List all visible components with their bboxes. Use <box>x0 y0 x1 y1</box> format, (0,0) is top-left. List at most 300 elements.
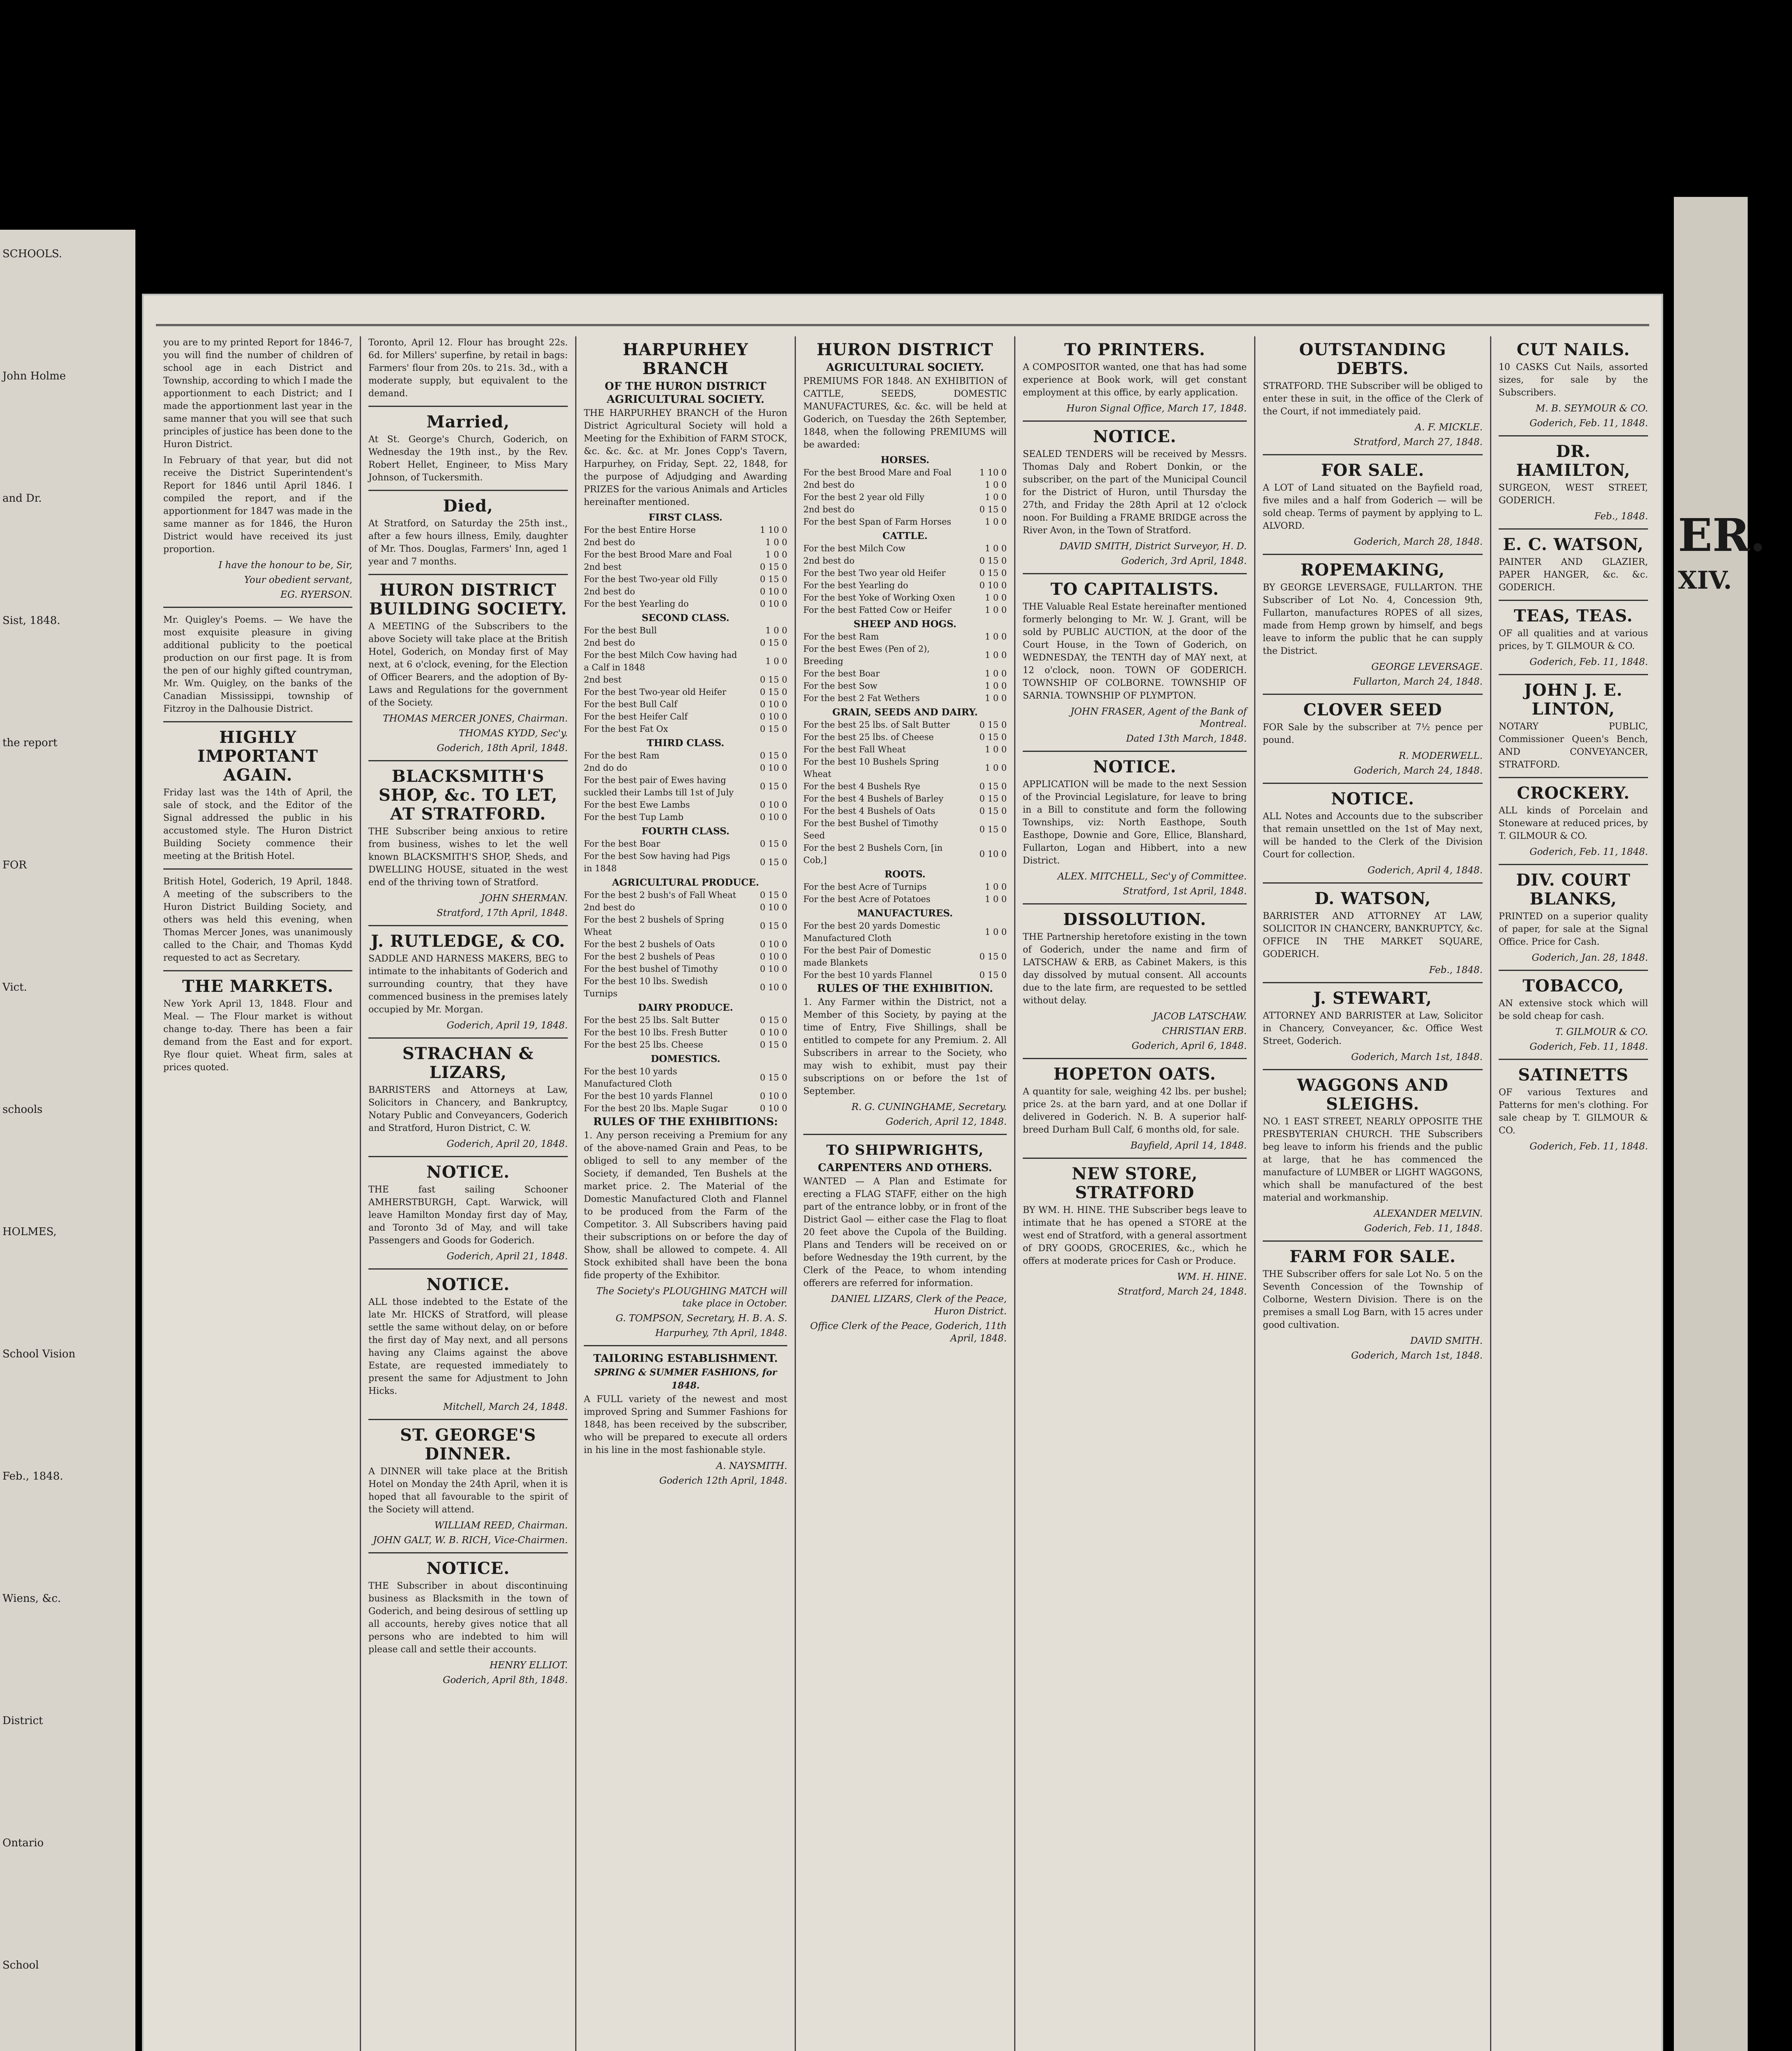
divider <box>1023 420 1247 422</box>
prize-row <box>584 762 787 774</box>
prize-item: 2nd best do <box>803 480 855 490</box>
notice-title: CUT NAILS. <box>1516 340 1630 359</box>
fragment-line: Sist, 1848. <box>2 614 60 627</box>
divider <box>368 490 568 491</box>
prize-amount: 1 0 0 <box>765 626 787 635</box>
notice-block <box>1499 681 1648 771</box>
notice-text: ALL kinds of Porcelain and Stoneware at reduced prices, by T. GILMOUR & CO. <box>1499 806 1648 841</box>
notice-signature: Goderich, Feb. 11, 1848. <box>1529 418 1648 429</box>
prize-row <box>803 503 1007 516</box>
notice-signature: Goderich, March 24, 1848. <box>1353 765 1483 776</box>
fragment-heading: ER. <box>1678 509 1766 562</box>
prize-table <box>584 624 787 735</box>
prize-row <box>803 969 1007 981</box>
divider <box>1499 777 1648 778</box>
notice-title: TO PRINTERS. <box>1064 340 1205 359</box>
notice-title: BLACKSMITH'S SHOP, &c. TO LET, AT STRATFORD. <box>378 767 558 824</box>
notice-text: NOTARY PUBLIC, Commissioner Queen's Bench, AND CONVEYANCER, STRATFORD. <box>1499 722 1648 770</box>
prize-row <box>584 1014 787 1026</box>
prize-row <box>803 667 1007 680</box>
prize-table <box>584 1014 787 1051</box>
notice-text: OF various Textures and Patterns for men's clothing. For sale cheap by T. GILMOUR & CO. <box>1499 1087 1648 1136</box>
prize-item: 2nd best do <box>803 505 855 514</box>
prize-amount: 0 15 0 <box>979 505 1007 514</box>
divider <box>163 721 352 722</box>
prize-item: For the best 2 year old Filly <box>803 492 925 502</box>
prize-amount: 0 15 0 <box>760 857 787 867</box>
prize-row <box>803 479 1007 491</box>
prize-item: For the best 10 lbs. Fresh Butter <box>584 1028 727 1037</box>
prize-row <box>584 698 787 710</box>
notice-text: PRINTED on a superior quality of paper, for sale at the Signal Office. Price for Cash. <box>1499 911 1648 947</box>
notice-title: J. STEWART, <box>1313 989 1432 1008</box>
prize-item: For the best Ewe Lambs <box>584 800 690 810</box>
prize-item: For the best Sow <box>803 681 878 691</box>
notice-title: E. C. WATSON, <box>1503 535 1644 554</box>
prize-item: 2nd best <box>584 562 622 572</box>
prize-item: 2nd best do <box>584 537 635 547</box>
prize-amount: 0 15 0 <box>760 890 787 900</box>
notice-text: BY WM. H. HINE. THE Subscriber begs leave to intimate that he has opened a STORE at the west end of Stratford, with a general assortment of DRY GOODS, GROCERIES, &c., which he offers at moderate prices for Cash or Produce. <box>1023 1205 1247 1266</box>
notice-block <box>1263 340 1483 448</box>
prize-row <box>803 793 1007 805</box>
prize-class-title: FOURTH CLASS. <box>641 826 730 837</box>
notice-text: A LOT of Land situated on the Bayfield road, five miles and a half from Goderich — will be sold cheap. Terms of payment by applying to L. ALVORD. <box>1263 483 1483 531</box>
notice-signature: Stratford, March 27, 1848. <box>1353 437 1483 448</box>
prize-row <box>803 780 1007 793</box>
harpurhey-rules-title: RULES OF THE EXHIBITIONS: <box>593 1116 778 1128</box>
notice-block <box>368 1275 568 1413</box>
notice-text: A COMPOSITOR wanted, one that has had some experience at Book work, will get constant employment at this office, by early application. <box>1023 362 1247 398</box>
prize-row <box>803 881 1007 893</box>
prize-row <box>584 838 787 850</box>
prize-item: For the best 25 lbs. of Cheese <box>803 732 934 742</box>
prize-item: For the best Pair of Domestic made Blankets <box>803 946 931 968</box>
notice-text: THE Subscriber in about discontinuing business as Blacksmith in the town of Goderich, and being desirous of settling up all accounts, hereby gives notice that all persons who are indebted to him will please call and settle their accounts. <box>368 1581 568 1655</box>
notice-signature: WM. H. HINE. <box>1177 1272 1247 1282</box>
prize-amount: 1 0 0 <box>985 693 1007 703</box>
prize-amount: 1 0 0 <box>985 894 1007 904</box>
prize-item: 2nd do do <box>584 763 627 773</box>
prize-class-title: AGRICULTURAL PRODUCE. <box>612 877 759 888</box>
signature-line: DANIEL LIZARS, Clerk of the Peace, Huron District. <box>831 1294 1007 1317</box>
prize-item: For the best Boar <box>584 839 661 849</box>
prize-table <box>803 920 1007 981</box>
notice-signature: Goderich, Feb. 11, 1848. <box>1529 847 1648 857</box>
notice-title: CROCKERY. <box>1517 783 1630 803</box>
prize-row <box>584 1090 787 1102</box>
prize-row <box>803 842 1007 866</box>
shipwrights-subtitle: CARPENTERS AND OTHERS. <box>818 1162 992 1174</box>
notice-block <box>1263 701 1483 777</box>
notice-block <box>1263 989 1483 1063</box>
huron-signature <box>803 1101 1007 1128</box>
notice-text: Toronto, April 12. Flour has brought 22s. 6d. for Millers' superfine, by retail in bags: Farmers' flour from 20s. to 21s. 3d., with a moderate supply, but equivalent to the demand. <box>368 338 568 399</box>
fragment-line: Vict. <box>2 981 27 994</box>
prize-amount: 1 10 0 <box>979 468 1007 477</box>
prize-row <box>584 950 787 963</box>
notice-signature: JOHN GALT, W. B. RICH, Vice-Chairmen. <box>373 1535 568 1546</box>
signature-line: Harpurhey, 7th April, 1848. <box>655 1328 787 1338</box>
prize-row <box>803 516 1007 528</box>
notice-signature: Goderich, Jan. 28, 1848. <box>1531 952 1648 963</box>
notice-block <box>1023 340 1247 415</box>
notice-signature: Mitchell, March 24, 1848. <box>443 1402 568 1412</box>
notice-block <box>1499 340 1648 429</box>
prize-item: For the best Ram <box>803 632 879 642</box>
notice-block <box>1263 561 1483 688</box>
prize-item: For the best 10 yards Flannel <box>584 1091 713 1101</box>
divider <box>1023 751 1247 752</box>
tailoring-title: TAILORING ESTABLISHMENT. <box>593 1352 778 1365</box>
prize-row <box>803 542 1007 555</box>
prize-item: 2nd best do <box>584 902 635 912</box>
prize-item: For the best 20 yards Domestic Manufactured Cloth <box>803 921 940 943</box>
adjacent-page-left <box>0 230 135 2051</box>
prize-table <box>803 630 1007 704</box>
prize-item: For the best 4 Bushels of Barley <box>803 794 944 804</box>
notice-title: NOTICE. <box>426 1559 510 1578</box>
prize-item: For the best Ram <box>584 751 660 761</box>
prize-row <box>584 637 787 649</box>
prize-table <box>803 542 1007 616</box>
notice-title: TO CAPITALISTS. <box>1050 580 1219 599</box>
prize-row <box>803 756 1007 780</box>
divider <box>368 574 568 575</box>
top-rule <box>156 324 1649 326</box>
prize-item: For the best Fat Ox <box>584 724 668 734</box>
prize-row <box>584 723 787 735</box>
notice-text: BARRISTERS and Attorneys at Law, Solicitors in Chancery, and Bankruptcy, Notary Public and Conveyancers, Goderich and Stratford, Huron District, C. W. <box>368 1085 568 1133</box>
prize-row <box>803 719 1007 731</box>
divider <box>368 1552 568 1553</box>
prize-table <box>584 1065 787 1115</box>
notice-text: Friday last was the 14th of April, the sale of stock, and the Editor of the Signal addressed the public in his accustomed style. The Huron District Building Society commence their meeting at the British Hotel. <box>163 788 352 861</box>
notice-block <box>1263 461 1483 548</box>
prize-item: For the best 2 Fat Wethers <box>803 693 920 703</box>
prize-row <box>584 524 787 536</box>
signature-line: The Society's PLOUGHING MATCH will take place in October. <box>596 1286 787 1309</box>
fragment-line: SCHOOLS. <box>2 248 62 260</box>
prize-row <box>584 573 787 585</box>
notice-title: NEW STORE, STRATFORD <box>1072 1164 1198 1202</box>
prize-item: For the best bushel of Timothy <box>584 964 718 974</box>
prize-item: For the best 10 Bushels Spring Wheat <box>803 757 939 779</box>
prize-amount: 0 15 0 <box>979 732 1007 742</box>
prize-row <box>584 811 787 823</box>
prize-item: For the best 2 bushels of Spring Wheat <box>584 915 725 937</box>
column-5 <box>1015 336 1255 2051</box>
notice-block <box>1263 790 1483 877</box>
prize-item: 2nd best do <box>803 556 855 566</box>
notice-text: Mr. Quigley's Poems. — We have the most exquisite pleasure in giving additional publicity to the poetical production on our first page. It is from the pen of our highly gifted countryman, Mr. Wm. Quigley, on the banks of the Canadian Mississippi, township of Fitzroy in the Dalhousie District. <box>163 615 352 714</box>
prize-class-title: THIRD CLASS. <box>647 738 725 749</box>
divider <box>368 1419 568 1420</box>
notice-text: APPLICATION will be made to the next Session of the Provincial Legislature, for leave to bring in a Bill to constitute and form the following Townships, viz: North Easthope, South Easthope, Downie and Gore, Ellice, Blanshard, Fullarton, Logan and Hibbert, into a new District. <box>1023 779 1247 866</box>
divider <box>803 1134 1007 1135</box>
prize-table <box>803 466 1007 528</box>
prize-item: For the best Two year old Heifer <box>803 568 946 578</box>
notice-text: NO. 1 EAST STREET, NEARLY OPPOSITE THE PRESBYTERIAN CHURCH. THE Subscribers beg leave to inform his friends and the public at large, that he has commenced the manufacture of LUMBER or LIGHT WAGGONS, which shall be manufactured of the best material and workmanship. <box>1263 1117 1483 1203</box>
prize-row <box>584 649 787 674</box>
notice-block <box>368 767 568 919</box>
prize-amount: 1 0 0 <box>985 517 1007 527</box>
prize-amount: 0 15 0 <box>979 556 1007 566</box>
huron-rules-title: RULES OF THE EXHIBITION. <box>817 982 993 995</box>
divider <box>368 1156 568 1157</box>
prize-item: For the best 2 bush's of Fall Wheat <box>584 890 736 900</box>
prize-amount: 0 10 0 <box>760 587 787 596</box>
prize-row <box>584 850 787 875</box>
prize-class-title: DAIRY PRODUCE. <box>638 1002 733 1013</box>
notice-block <box>163 977 352 1074</box>
notice-title: JOHN J. E. LINTON, <box>1524 681 1623 719</box>
prize-class-title: CATTLE. <box>882 530 928 541</box>
notice-title: HURON DISTRICT BUILDING SOCIETY. <box>369 580 567 619</box>
prize-amount: 0 15 0 <box>979 720 1007 730</box>
prize-table <box>584 524 787 610</box>
prize-row <box>584 598 787 610</box>
fragment-line: and Dr. <box>2 492 42 505</box>
column-4 <box>796 336 1015 2051</box>
notice-signature: Fullarton, March 24, 1848. <box>1353 676 1483 687</box>
notice-signature: HENRY ELLIOT. <box>489 1660 568 1671</box>
prize-row <box>584 749 787 762</box>
prize-table <box>803 881 1007 905</box>
notice-text: SEALED TENDERS will be received by Messrs. Thomas Daly and Robert Donkin, or the subscriber, on the part of the Municipal Council for the District of Huron, until Thursday the 27th, and Friday the 28th April at 12 o'clock noon. For Building a FRAME BRIDGE across the River Avon, in the Town of Stratford. <box>1023 449 1247 536</box>
prize-amount: 1 0 0 <box>765 656 787 666</box>
notice-text: THE Subscriber being anxious to retire from business, wishes to let the well known BLACKSMITH'S SHOP, Sheds, and DWELLING HOUSE, situated in the west end of the thriving town of Stratford. <box>368 827 568 888</box>
prize-class-title: SECOND CLASS. <box>642 612 729 624</box>
divider <box>1263 1240 1483 1242</box>
prize-row <box>584 963 787 975</box>
notice-block <box>163 728 352 863</box>
divider <box>368 1037 568 1039</box>
prize-row <box>803 555 1007 567</box>
notice-signature: Goderich, Feb. 11, 1848. <box>1364 1223 1483 1234</box>
notice-block <box>163 336 352 601</box>
notice-title: SATINETTS <box>1518 1065 1629 1085</box>
notice-block <box>1023 1065 1247 1152</box>
signature-line: Goderich, April 12, 1848. <box>885 1117 1007 1127</box>
fragment-line: Wiens, &c. <box>2 1592 61 1605</box>
prize-item: For the best Milch Cow <box>803 544 906 553</box>
notice-block <box>1263 1076 1483 1235</box>
prize-amount: 0 15 0 <box>760 724 787 734</box>
prize-class-title: GRAIN, SEEDS AND DAIRY. <box>832 707 978 718</box>
notice-signature: Dated 13th March, 1848. <box>1126 733 1247 744</box>
divider <box>163 868 352 870</box>
notice-block <box>368 1559 568 1686</box>
prize-item: For the best 2 bushels of Peas <box>584 952 715 962</box>
prize-amount: 0 10 0 <box>760 699 787 709</box>
divider <box>1023 573 1247 574</box>
prize-amount: 1 0 0 <box>985 544 1007 553</box>
harpurhey-rules: 1. Any person receiving a Premium for any of the above-named Grain and Peas, to be obliged to sell to any member of the Society, if demanded, Ten Bushels at the market price. 2. The Material of the Domestic Manufactured Cloth and Flannel to be produced from the Farm of the Competitor. 3. All Subscribers having paid their subscriptions on or before the day of Show, shall be allowed to compete. 4. All Stock exhibited shall have been the bona fide property of the Exhibitor. <box>584 1131 787 1281</box>
prize-row <box>803 491 1007 503</box>
prize-item: For the best Acre of Potatoes <box>803 894 930 904</box>
divider <box>1499 970 1648 971</box>
prize-amount: 0 15 0 <box>979 781 1007 791</box>
prize-row <box>584 799 787 811</box>
huron-society-subtitle: AGRICULTURAL SOCIETY. <box>826 361 984 374</box>
notice-signature: Goderich, April 21, 1848. <box>446 1251 568 1262</box>
prize-amount: 0 15 0 <box>760 751 787 761</box>
notice-title: DR. HAMILTON, <box>1516 442 1631 480</box>
notice-title: DISSOLUTION. <box>1063 910 1207 929</box>
prize-item: For the best Two-year old Filly <box>584 574 718 584</box>
prize-item: For the best Fall Wheat <box>803 745 906 754</box>
notice-signature: R. MODERWELL. <box>1399 751 1483 761</box>
notice-signature: EG. RYERSON. <box>280 589 352 600</box>
notice-signature: ALEXANDER MELVIN. <box>1374 1208 1483 1219</box>
prize-class-title: HORSES. <box>880 455 930 466</box>
notice-signature: ALEX. MITCHELL, Sec'y of Committee. <box>1057 871 1247 882</box>
prize-item: For the best Tup Lamb <box>584 812 684 822</box>
notice-title: OUTSTANDING DEBTS. <box>1299 340 1447 378</box>
notice-block <box>368 932 568 1032</box>
divider <box>368 925 568 926</box>
notice-block <box>1499 871 1648 964</box>
prize-row <box>584 710 787 723</box>
prize-amount: 0 10 0 <box>760 599 787 609</box>
huron-society-intro: PREMIUMS FOR 1848. AN EXHIBITION of CATTLE, SEEDS, DOMESTIC MANUFACTURES, &c. &c. will be held at Goderich, on Tuesday the 26th September, 1848, when the following PREMIUMS will be awarded: <box>803 376 1007 450</box>
prize-item: For the best 10 yards Manufactured Cloth <box>584 1067 677 1089</box>
notice-signature: Goderich, Feb. 11, 1848. <box>1529 657 1648 667</box>
prize-row <box>803 893 1007 905</box>
prize-amount: 0 10 0 <box>760 902 787 912</box>
notice-text: SADDLE AND HARNESS MAKERS, BEG to intimate to the inhabitants of Goderich and surrounding country, that they have commenced business in the premises lately occupied by Mr. Morgan. <box>368 954 568 1015</box>
notice-title: HOPETON OATS. <box>1053 1064 1216 1084</box>
column-7 <box>1491 336 1655 2051</box>
prize-amount: 0 10 0 <box>760 1028 787 1037</box>
shipwrights-signature <box>803 1293 1007 1345</box>
prize-item: For the best Yearling do <box>584 599 689 609</box>
fragment-line: FOR <box>2 859 27 871</box>
harpurhey-intro: THE HARPURHEY BRANCH of the Huron District Agricultural Society will hold a Meeting for the Exhibition of FARM STOCK, &c. &c. &c. at Mr. Jones Copp's Tavern, Harpurhey, on Friday, Sept. 22, 1848, for the purpose of Adjudging and Awarding PRIZES for the various Animals and Articles hereinafter mentioned. <box>584 408 787 507</box>
prize-item: For the best Brood Mare and Foal <box>803 468 952 477</box>
fragment-line: School <box>2 1959 39 1971</box>
prize-amount: 0 15 0 <box>760 839 787 849</box>
notice-title: NOTICE. <box>426 1275 510 1294</box>
notice-title: WAGGONS AND SLEIGHS. <box>1297 1076 1449 1114</box>
divider <box>1023 903 1247 904</box>
notice-signature: Goderich, 18th April, 1848. <box>437 743 568 754</box>
notice-title: ST. GEORGE'S DINNER. <box>400 1425 536 1464</box>
prize-amount: 0 10 0 <box>760 800 787 810</box>
notice-block <box>1499 784 1648 858</box>
column-1 <box>156 336 361 2051</box>
notice-title: NOTICE. <box>1093 427 1177 446</box>
prize-row <box>584 674 787 686</box>
prize-item: For the best 4 Bushels of Oats <box>803 806 935 816</box>
prize-amount: 0 10 0 <box>760 763 787 773</box>
notice-signature: Huron Signal Office, March 17, 1848. <box>1066 403 1247 414</box>
notice-signature: Goderich, Feb. 11, 1848. <box>1529 1041 1648 1052</box>
prize-item: For the best Yoke of Working Oxen <box>803 593 955 603</box>
prize-item: For the best 25 lbs. Salt Butter <box>584 1015 720 1025</box>
prize-item: For the best 20 lbs. Maple Sugar <box>584 1103 728 1113</box>
prize-amount: 0 10 0 <box>979 849 1007 859</box>
notice-text: ALL those indebted to the Estate of the late Mr. HICKS of Stratford, will please settle the same without delay, on or before the first day of May next, and all persons having any Claims against the above Estate, are requested immediately to present the same for Adjustment to John Hicks. <box>368 1297 568 1396</box>
prize-row <box>584 1102 787 1115</box>
prize-amount: 0 15 0 <box>760 921 787 931</box>
prize-row <box>584 561 787 573</box>
harpurhey-subtitle: OF THE HURON DISTRICT AGRICULTURAL SOCIETY. <box>605 380 766 406</box>
prize-amount: 0 15 0 <box>760 574 787 584</box>
notice-text: 10 CASKS Cut Nails, assorted sizes, for sale by the Subscribers. <box>1499 362 1648 398</box>
prize-row <box>803 567 1007 579</box>
divider <box>1263 1069 1483 1070</box>
notice-block <box>368 413 568 484</box>
prize-item: 2nd best <box>584 675 622 685</box>
divider <box>1499 674 1648 675</box>
prize-row <box>584 1039 787 1051</box>
notice-signature: Goderich, April 8th, 1848. <box>443 1675 568 1686</box>
prize-row <box>584 901 787 914</box>
prize-amount: 1 0 0 <box>985 605 1007 615</box>
notice-title: J. RUTLEDGE, & CO. <box>371 932 565 951</box>
prize-amount: 0 10 0 <box>979 580 1007 590</box>
column-6 <box>1255 336 1491 2051</box>
divider <box>1263 554 1483 555</box>
notice-text: THE Subscriber offers for sale Lot No. 5 on the Seventh Concession of the Township of Colborne, Western Division. There is on the premises a small Log Barn, with 15 acres under good cultivation. <box>1263 1269 1483 1330</box>
prize-amount: 0 10 0 <box>760 812 787 822</box>
notice-text: At St. George's Church, Goderich, on Wednesday the 19th inst., by the Rev. Robert Hellet, Engineer, to Miss Mary Johnson, of Tuckersmith. <box>368 434 568 483</box>
prize-amount: 0 15 0 <box>760 675 787 685</box>
prize-item: For the best Bushel of Timothy Seed <box>803 818 938 840</box>
prize-row <box>584 1026 787 1039</box>
notice-signature: Goderich, March 1st, 1848. <box>1351 1350 1483 1361</box>
prize-item: For the best Milch Cow having had a Calf in 1848 <box>584 650 737 672</box>
prize-amount: 1 0 0 <box>985 763 1007 773</box>
prize-item: For the best Acre of Turnips <box>803 882 927 892</box>
prize-row <box>803 944 1007 969</box>
notice-block <box>163 875 352 964</box>
notice-block <box>368 336 568 400</box>
notice-block <box>1023 758 1247 898</box>
prize-item: For the best pair of Ewes having suckled their Lambs till 1st of July <box>584 775 734 797</box>
notice-block <box>163 614 352 715</box>
prize-item: For the best 25 lbs. Cheese <box>584 1040 703 1050</box>
notice-block <box>1263 889 1483 976</box>
notice-title: D. WATSON, <box>1314 889 1431 908</box>
notice-signature: A. F. MICKLE. <box>1415 422 1483 433</box>
notice-text: A quantity for sale, weighing 42 lbs. per bushel; price 2s. at the barn yard, and at one Dollar if delivered in Goderich. N. B. A superior half-breed Durham Bull Calf, 6 months old, for sale. <box>1023 1087 1247 1135</box>
divider <box>163 970 352 971</box>
prize-item: For the best Yearling do <box>803 580 908 590</box>
notice-block <box>1023 910 1247 1052</box>
divider <box>1499 600 1648 601</box>
prize-amount: 1 0 0 <box>765 550 787 560</box>
prize-row <box>584 624 787 637</box>
notice-signature: JOHN SHERMAN. <box>481 893 568 904</box>
prize-item: 2nd best do <box>584 638 635 648</box>
prize-item: For the best 10 yards Flannel <box>803 970 933 980</box>
prize-amount: 1 0 0 <box>985 492 1007 502</box>
divider <box>1499 435 1648 436</box>
column-2 <box>361 336 576 2051</box>
notice-text: BY GEORGE LEVERSAGE, FULLARTON. THE Subscriber of Lot No. 4, Concession 9th, Fullarton, manufactures ROPES of all sizes, made from Hemp grown by himself, and begs leave to inform the public that he can supply the District. <box>1263 582 1483 656</box>
divider <box>1499 1059 1648 1060</box>
notice-block <box>1499 535 1648 594</box>
notice-signature: CHRISTIAN ERB. <box>1162 1026 1247 1037</box>
notice-signature: JACOB LATSCHAW. <box>1153 1011 1247 1022</box>
notice-text: STRATFORD. THE Subscriber will be obliged to enter these in suit, in the office of the Clerk of the Court, if not immediately paid. <box>1263 381 1483 417</box>
prize-amount: 0 10 0 <box>760 939 787 949</box>
prize-item: For the best 2 bushels of Oats <box>584 939 715 949</box>
divider <box>584 1345 787 1346</box>
